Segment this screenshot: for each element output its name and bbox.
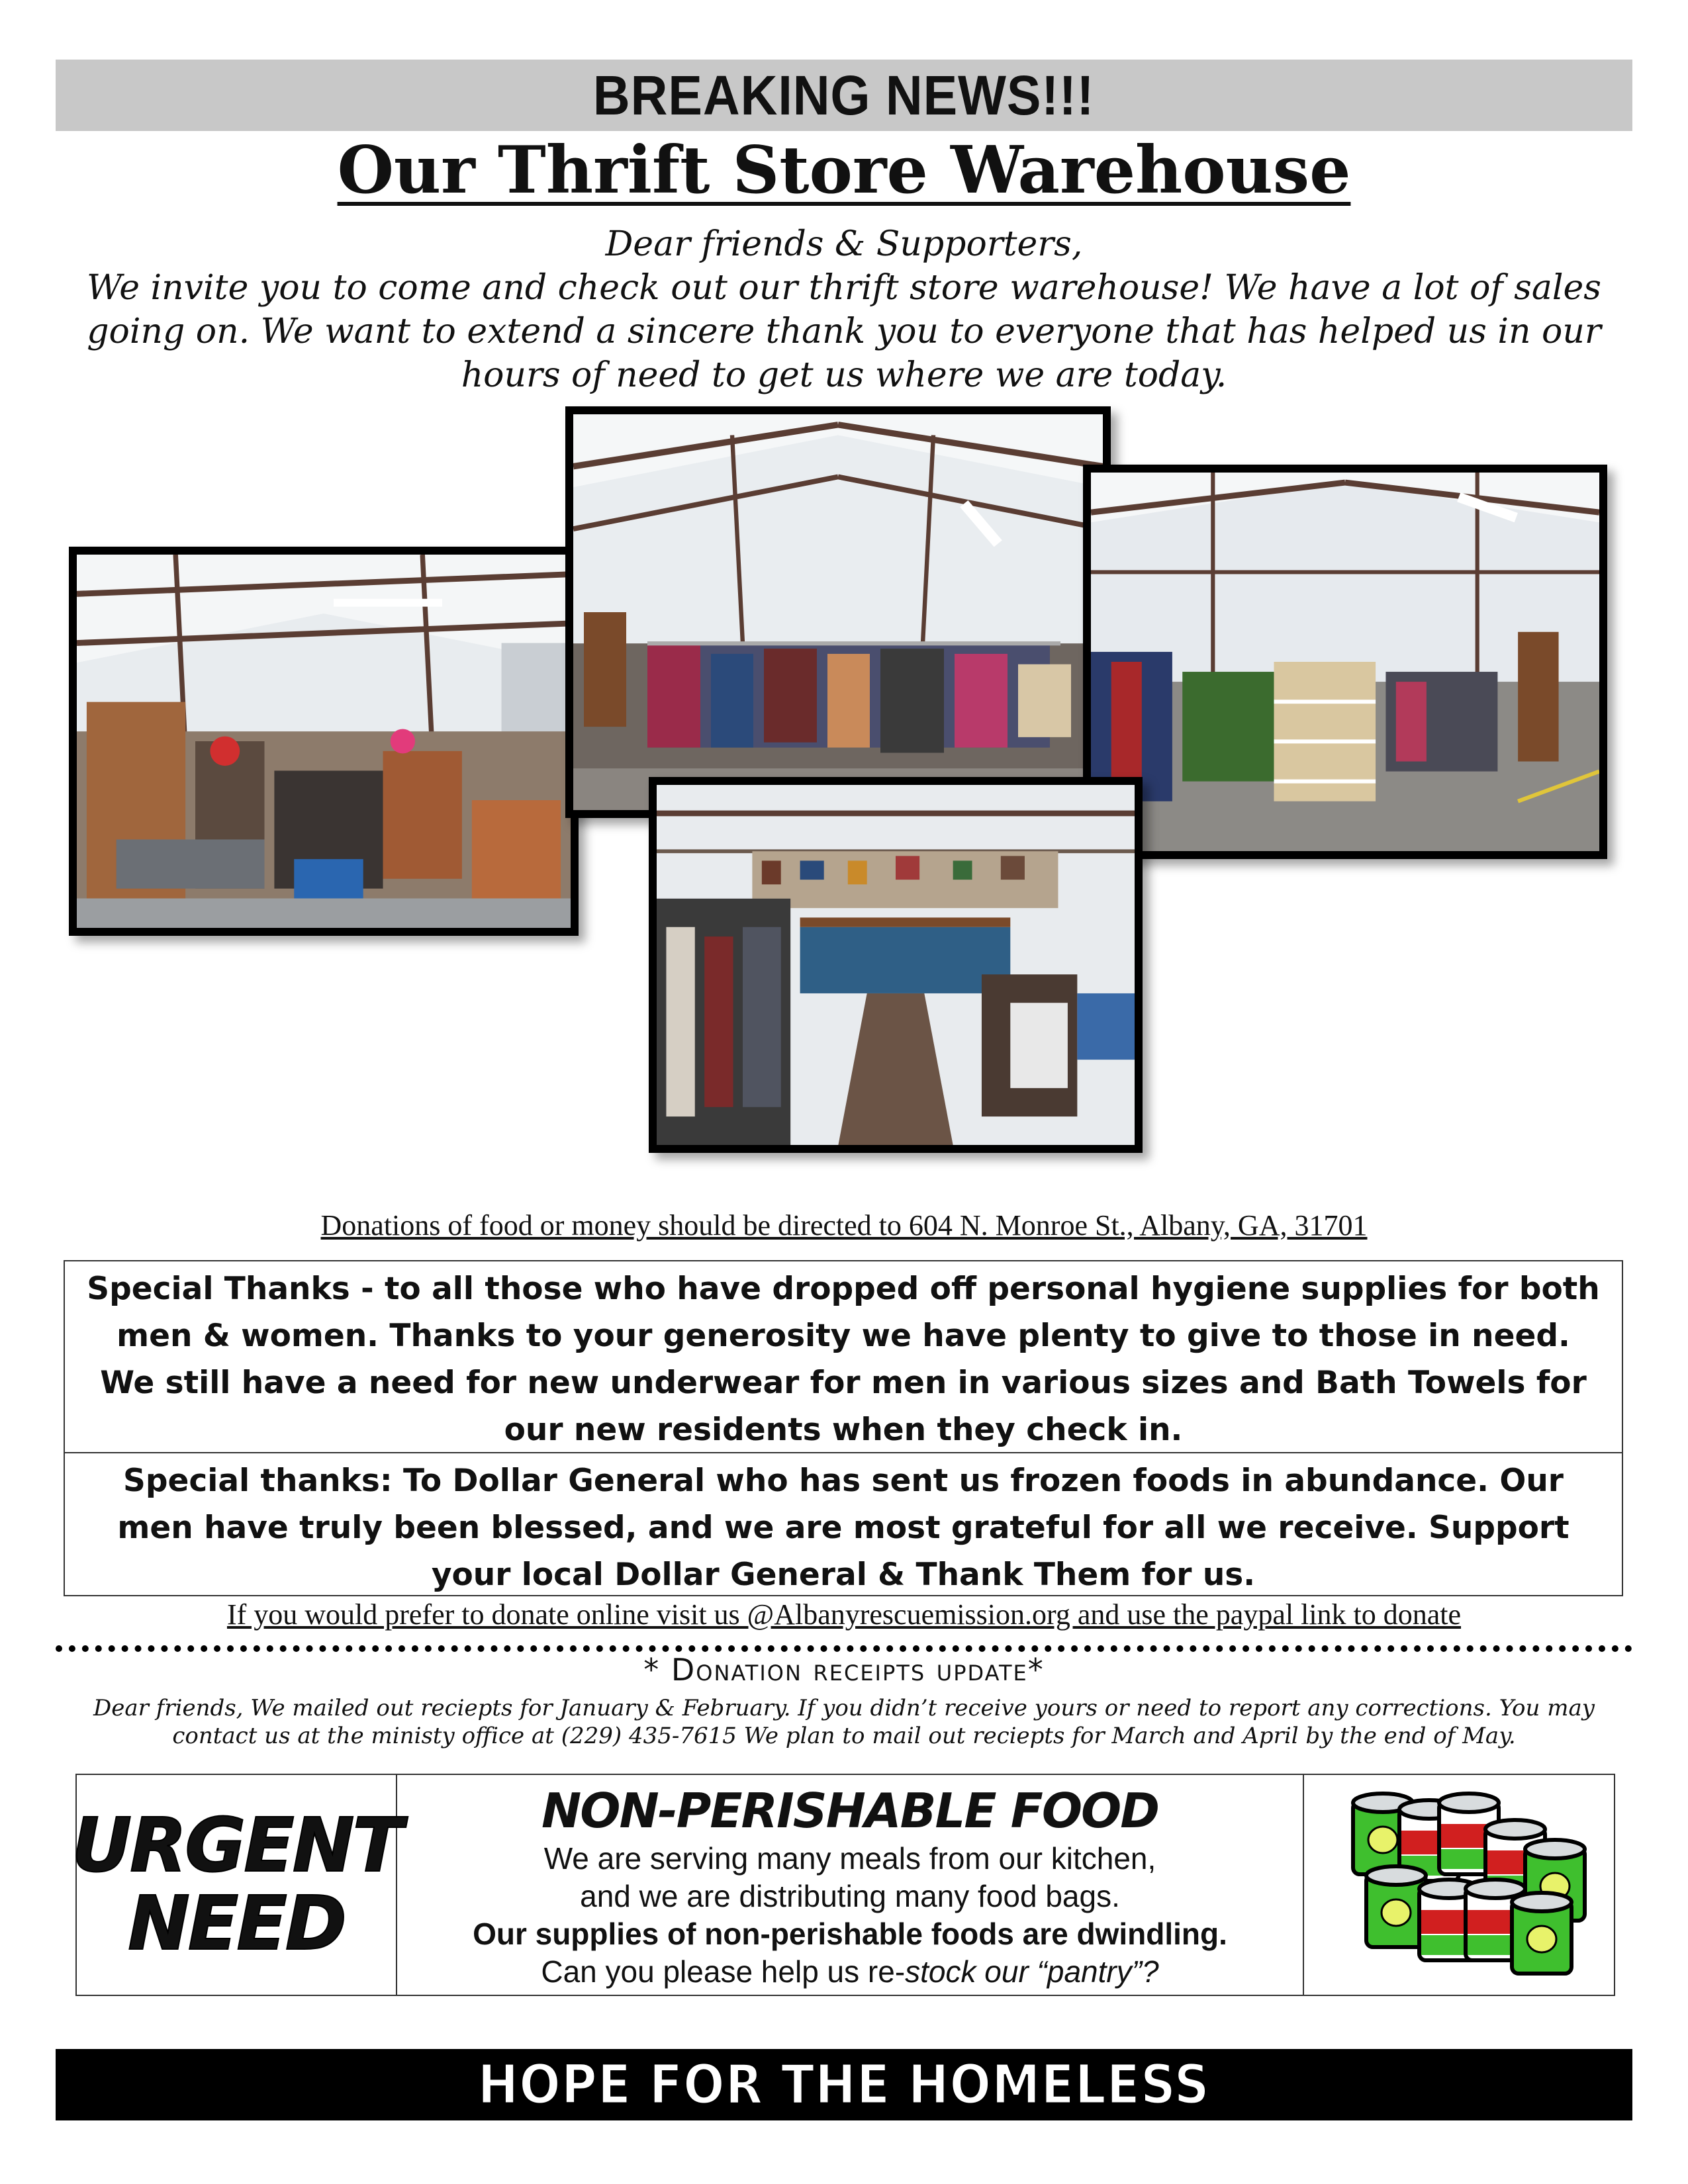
warehouse-counter-image — [657, 785, 1135, 1145]
hope-banner — [56, 2049, 1632, 2120]
food-line-2: and we are distributing many food bags. — [580, 1879, 1120, 1913]
breaking-news-banner — [56, 60, 1632, 131]
need-word: NEED — [128, 1881, 345, 1967]
hope-banner-text: HOPE FOR THE HOMELESS — [477, 2053, 1211, 2116]
warehouse-photo-clothing-racks — [565, 406, 1111, 818]
urgent-need-box — [71, 1774, 1615, 1996]
can-icon — [1366, 1866, 1426, 1947]
food-appeal — [397, 1775, 1304, 1995]
food-line-4-italic: stock our “pantry”? — [905, 1954, 1159, 1989]
intro-text — [66, 222, 1622, 397]
food-line-1: We are serving many meals from our kitchen, — [543, 1841, 1156, 1876]
intro-line-1: We invite you to come and check out our thrift store warehouse! We have a lot of sales — [87, 268, 1601, 308]
warehouse-photo-shelves — [1083, 465, 1607, 859]
page-title: Our Thrift Store Warehouse — [337, 132, 1351, 208]
food-line-4 — [397, 1953, 1303, 1991]
food-line-3: Our supplies of non-perishable foods are dwindling. — [473, 1917, 1227, 1951]
food-heading: NON-PERISHABLE FOOD — [541, 1783, 1158, 1839]
urgent-need-label — [71, 1775, 401, 1995]
warehouse-photo-counter — [649, 777, 1143, 1153]
warehouse-clothing-image — [573, 414, 1103, 810]
online-donate-link[interactable]: If you would prefer to donate online visit us @Albanyrescuemission.org and use the paypal link to donate — [226, 1598, 1462, 1631]
special-thanks-box — [64, 1260, 1623, 1596]
intro-line-2: going on. We want to extend a sincere thank you to everyone that has helped us in our — [87, 312, 1601, 351]
receipts-heading: * Donation receipts update* — [643, 1652, 1045, 1688]
donation-address: Donations of food or money should be directed to 604 N. Monroe St., Albany, GA, 31701 — [320, 1209, 1368, 1242]
urgent-word: URGENT — [71, 1803, 401, 1889]
canned-food-area — [1304, 1775, 1614, 1995]
warehouse-shelves-image — [1091, 473, 1599, 851]
special-thanks-hygiene: Special Thanks - to all those who have dropped off personal hygiene supplies for both men & women. Thanks to your generosity we have plenty to give to those in need. We still have a need for new underwear for men in various sizes and Bath Towels for our new residents when they check in. — [65, 1261, 1622, 1453]
canned-food-icon — [1327, 1779, 1591, 1991]
intro-greeting: Dear friends & Supporters, — [605, 224, 1083, 264]
warehouse-photo-furniture — [69, 547, 579, 936]
dotted-divider — [56, 1645, 1632, 1652]
food-line-4-prefix: Can you please help us re- — [541, 1954, 906, 1989]
warehouse-furniture-image — [77, 555, 571, 928]
receipts-text: Dear friends, We mailed out reciepts for January & February. If you didn’t receive yours or need to report any corrections. You may contact us at the ministy office at (229) 435-7615 We plan to mail out reciepts for March and April by the end of May. — [93, 1695, 1595, 1749]
can-icon — [1512, 1893, 1571, 1974]
breaking-news-text: BREAKING NEWS!!! — [593, 64, 1095, 126]
intro-line-3: hours of need to get us where we are today. — [461, 355, 1227, 395]
special-thanks-dollar-general: Special thanks: To Dollar General who has sent us frozen foods in abundance. Our men have truly been blessed, and we are most grateful for all we receive. Support your local Dollar General & Thank Them for us. — [117, 1463, 1570, 1593]
